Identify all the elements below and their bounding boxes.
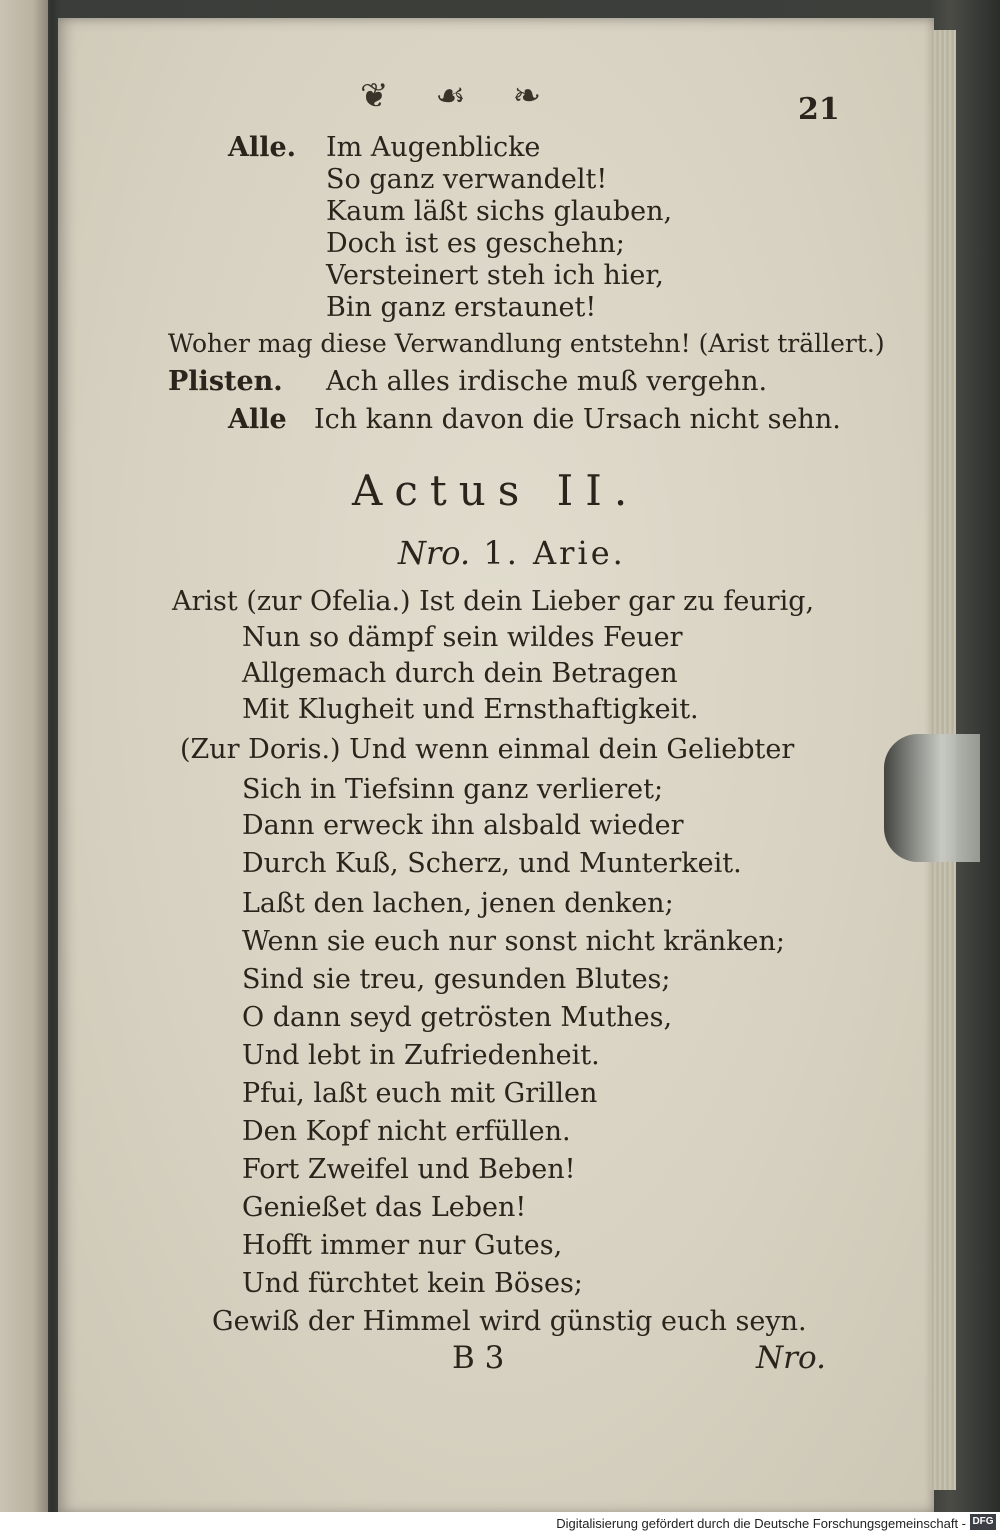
verse-line: Dann erweck ihn alsbald wieder: [242, 810, 684, 841]
book-page: [58, 18, 934, 1514]
verse-line: Kaum läßt sichs glauben,: [326, 196, 673, 227]
page-clip: [884, 734, 980, 862]
verse-line: Sich in Tiefsinn ganz verlieret;: [242, 774, 664, 805]
verse-line: Woher mag diese Verwandlung entstehn! (Arist trällert.): [168, 329, 885, 358]
ornament-header: ❦ ☙ ❧: [360, 76, 560, 116]
verse-line: Arist (zur Ofelia.) Ist dein Lieber gar zu feurig,: [172, 586, 815, 617]
verse-line: Im Augenblicke: [326, 132, 541, 163]
page-number: 21: [798, 92, 840, 127]
credit-text: Digitalisierung gefördert durch die Deutsche Forschungsgemeinschaft -: [556, 1516, 966, 1531]
aria-nro: Nro.: [398, 534, 471, 572]
verse-line: Laßt den lachen, jenen denken;: [242, 888, 674, 919]
verse-line: Nun so dämpf sein wildes Feuer: [242, 622, 683, 653]
act-heading: Actus II.: [352, 466, 640, 515]
verse-line: Gewiß der Himmel wird günstig euch seyn.: [212, 1306, 807, 1337]
verse-line: Durch Kuß, Scherz, und Munterkeit.: [242, 848, 742, 879]
verse-line: Ich kann davon die Ursach nicht sehn.: [314, 404, 841, 435]
verse-line: Und lebt in Zufriedenheit.: [242, 1040, 600, 1071]
speaker-label: Alle: [228, 404, 287, 435]
verse-line: Den Kopf nicht erfüllen.: [242, 1116, 571, 1147]
speaker-label: Plisten.: [168, 366, 283, 397]
aria-title: 1. Arie.: [483, 534, 626, 572]
verse-line: Ach alles irdische muß vergehn.: [326, 366, 768, 397]
catchword: Nro.: [756, 1340, 826, 1376]
verse-line: O dann seyd getrösten Muthes,: [242, 1002, 673, 1033]
verse-line: Wenn sie euch nur sonst nicht kränken;: [242, 926, 786, 957]
dfg-logo: DFG: [970, 1514, 996, 1530]
verse-line: Mit Klugheit und Ernsthaftigkeit.: [242, 694, 699, 725]
verse-line: (Zur Doris.) Und wenn einmal dein Geliebter: [180, 734, 795, 765]
verse-line: Sind sie treu, gesunden Blutes;: [242, 964, 671, 995]
aria-heading: [398, 534, 626, 572]
left-page-edge: [0, 0, 48, 1534]
verse-line: Pfui, laßt euch mit Grillen: [242, 1078, 598, 1109]
verse-line: Hofft immer nur Gutes,: [242, 1230, 563, 1261]
verse-line: Doch ist es geschehn;: [326, 228, 625, 259]
verse-line: Und fürchtet kein Böses;: [242, 1268, 583, 1299]
verse-line: Versteinert steh ich hier,: [326, 260, 664, 291]
verse-line: Genießet das Leben!: [242, 1192, 527, 1223]
signature-mark: B 3: [452, 1340, 505, 1376]
verse-line: Bin ganz erstaunet!: [326, 292, 597, 323]
verse-line: So ganz verwandelt!: [326, 164, 608, 195]
verse-line: Fort Zweifel und Beben!: [242, 1154, 576, 1185]
verse-line: Allgemach durch dein Betragen: [242, 658, 678, 689]
speaker-label: Alle.: [228, 132, 297, 163]
